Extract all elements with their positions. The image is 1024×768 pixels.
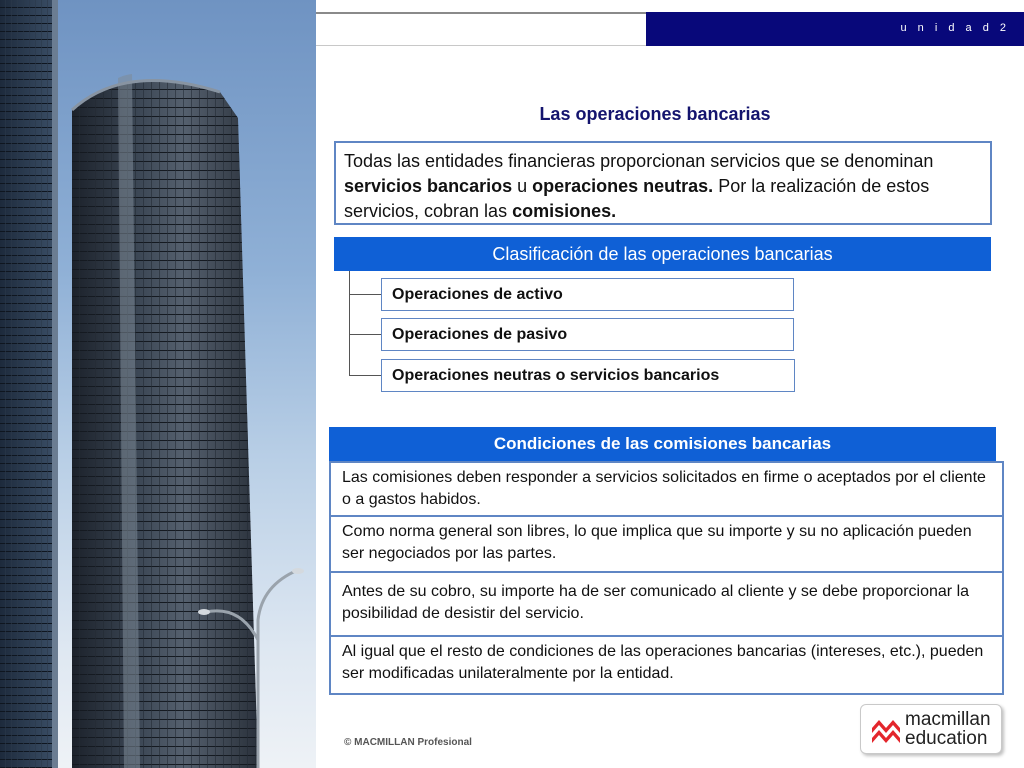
classification-header: Clasificación de las operaciones bancarias [334, 237, 991, 271]
skyscraper-illustration [0, 0, 316, 768]
tree-branch [349, 294, 382, 295]
unit-label: u n i d a d 2 [900, 22, 1010, 34]
intro-box [334, 141, 992, 225]
tree-branch [349, 375, 382, 376]
conditions-header: Condiciones de las comisiones bancarias [329, 427, 996, 461]
intro-text: Por la realización de estos servicios, cobran las [344, 176, 930, 221]
logo-wordmark [905, 710, 991, 748]
operation-item-pasivo: Operaciones de pasivo [381, 318, 794, 351]
intro-text: u [512, 176, 533, 196]
logo-line-2: education [905, 728, 988, 749]
condition-item: Al igual que el resto de condiciones de las operaciones bancarias (intereses, etc.), pueden ser modificadas unilateralmente por la entidad. [329, 635, 1004, 695]
condition-item: Como norma general son libres, lo que implica que su importe y su no aplicación pueden ser negociados por las partes. [329, 515, 1004, 573]
header-bar [646, 12, 1024, 46]
macmillan-education-logo [860, 704, 1002, 754]
intro-text: Todas las entidades financieras proporcionan servicios que se denominan [344, 151, 934, 171]
condition-item: Antes de su cobro, su importe ha de ser comunicado al cliente y se debe proporcionar la posibilidad de desistir del servicio. [329, 571, 1004, 641]
operation-item-neutras: Operaciones neutras o servicios bancarios [381, 359, 795, 392]
tree-connector [349, 271, 350, 375]
operation-item-activo: Operaciones de activo [381, 278, 794, 311]
intro-bold-term: operaciones neutras. [532, 176, 714, 196]
condition-item: Las comisiones deben responder a servicios solicitados en firme o aceptados por el cliente o a gastos habidos. [329, 461, 1004, 519]
intro-bold-term: servicios bancarios [344, 176, 513, 196]
macmillan-logo-icon [870, 714, 902, 744]
skyscraper-photo [0, 0, 316, 768]
intro-bold-term: comisiones. [512, 201, 617, 221]
tree-branch [349, 334, 382, 335]
copyright-text: © MACMILLAN Profesional [344, 737, 472, 748]
slide-title: Las operaciones bancarias [539, 104, 771, 124]
header-blank-area [316, 14, 646, 46]
logo-line-1: macmillan [905, 709, 991, 730]
